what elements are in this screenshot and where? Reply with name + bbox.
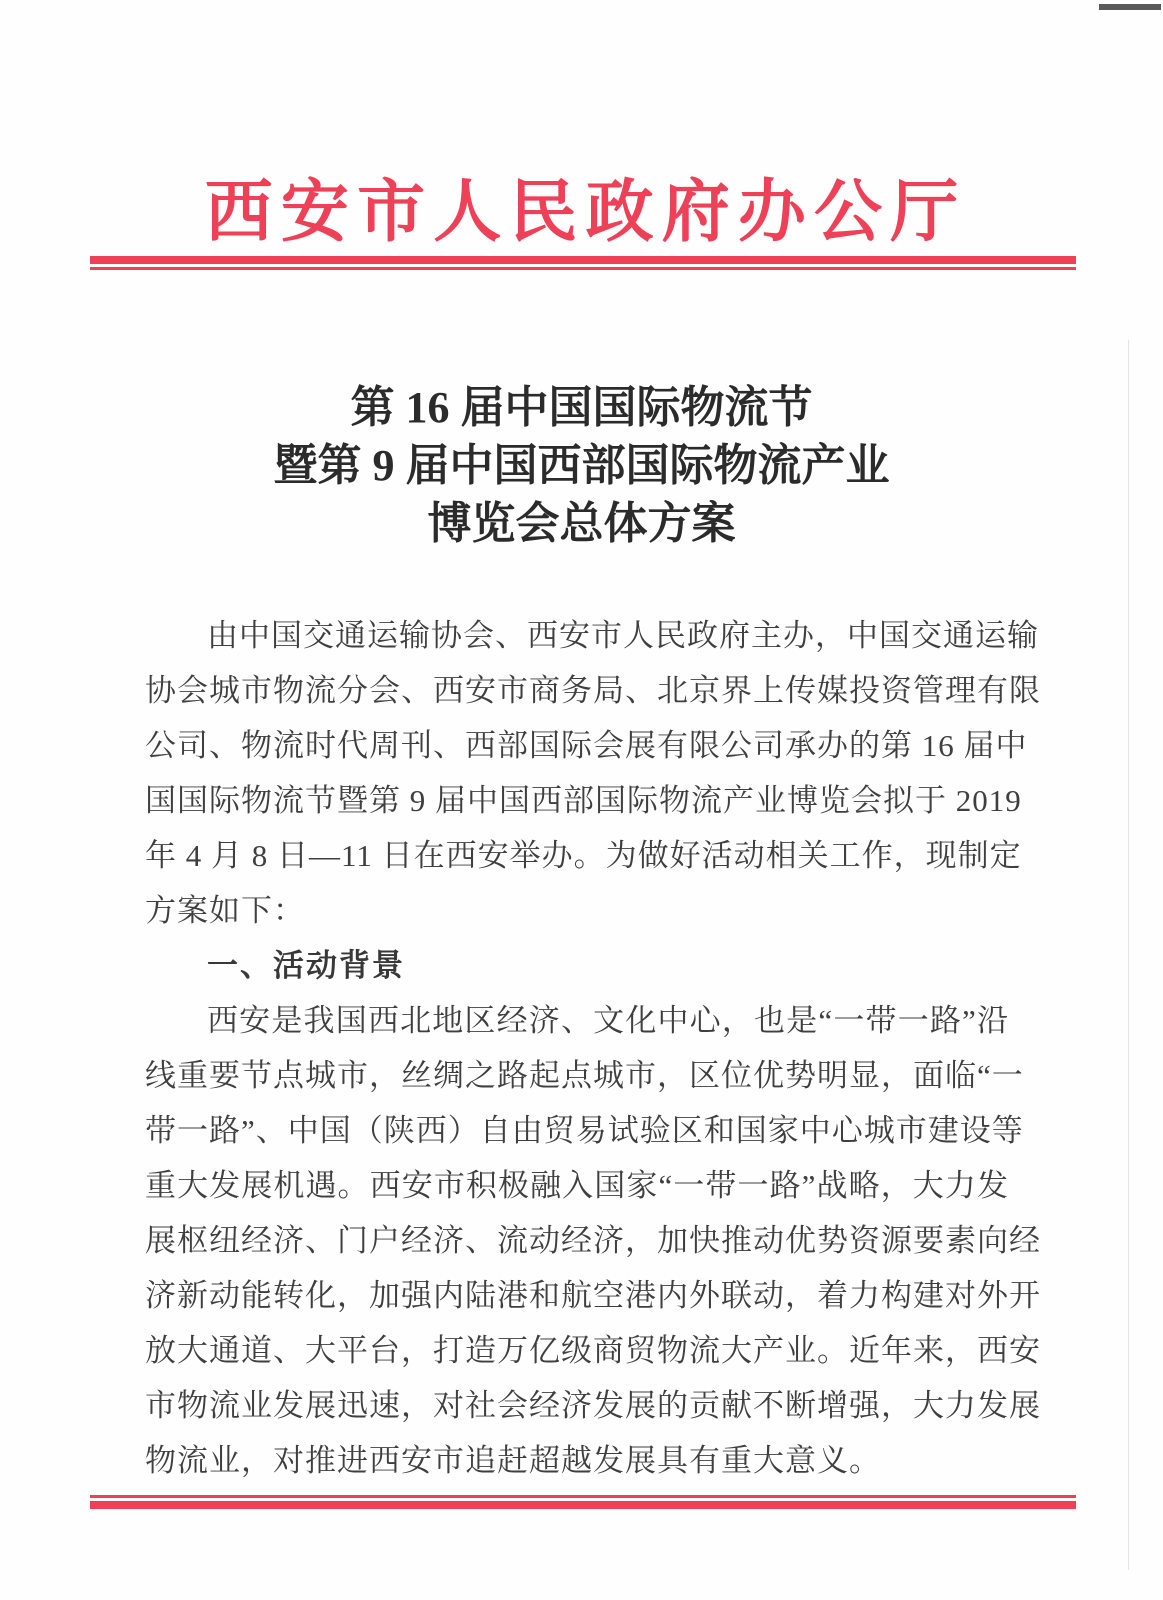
text-line: 线重要节点城市，丝绸之路起点城市，区位优势明显，面临“一 [145, 1058, 1024, 1093]
background-paragraph [145, 993, 1041, 1488]
text-line: 展枢纽经济、门户经济、流动经济，加快推动优势资源要素向经 [145, 1223, 1041, 1258]
text-line: 协会城市物流分会、西安市商务局、北京界上传媒投资管理有限 [145, 673, 1041, 708]
footer-rule-thick [90, 1501, 1076, 1509]
text-line: 物流业，对推进西安市追赶超越发展具有重大意义。 [145, 1443, 881, 1478]
document-title-line: 暨第 9 届中国西部国际物流产业 [273, 441, 890, 490]
text-line: 市物流业发展迅速，对社会经济发展的贡献不断增强，大力发展 [145, 1388, 1041, 1423]
section-heading: 一、活动背景 [207, 948, 405, 983]
scan-artifact-top-right [1099, 4, 1161, 10]
intro-paragraph [145, 608, 1041, 938]
header-double-rule [90, 256, 1076, 270]
header-rule-thick [90, 256, 1076, 264]
text-line: 方案如下： [145, 893, 305, 928]
text-line: 带一路”、中国（陕西）自由贸易试验区和国家中心城市建设等 [145, 1113, 1024, 1148]
footer-double-rule [90, 1495, 1076, 1509]
text-line: 年 4 月 8 日—11 日在西安举办。为做好活动相关工作，现制定 [145, 838, 1022, 873]
document-title-line: 第 16 届中国国际物流节 [350, 383, 813, 432]
text-line: 由中国交通运输协会、西安市人民政府主办，中国交通运输 [207, 618, 1039, 653]
document-title-line: 博览会总体方案 [427, 499, 736, 548]
document-body [145, 608, 1041, 1488]
agency-header-title: 西安市人民政府办公厅 [204, 174, 967, 250]
text-line: 西安是我国西北地区经济、文化中心，也是“一带一路”沿 [207, 1003, 1009, 1038]
text-line: 放大通道、大平台，打造万亿级商贸物流大产业。近年来，西安 [145, 1333, 1041, 1368]
text-line: 济新动能转化，加强内陆港和航空港内外联动，着力构建对外开 [145, 1278, 1041, 1313]
document-title [0, 379, 1163, 553]
header-rule-thin [90, 267, 1076, 270]
text-line: 国国际物流节暨第 9 届中国西部国际物流产业博览会拟于 2019 [145, 783, 1022, 818]
text-line: 重大发展机遇。西安市积极融入国家“一带一路”战略，大力发 [145, 1168, 1009, 1203]
text-line: 公司、物流时代周刊、西部国际会展有限公司承办的第 16 届中 [145, 728, 1028, 763]
